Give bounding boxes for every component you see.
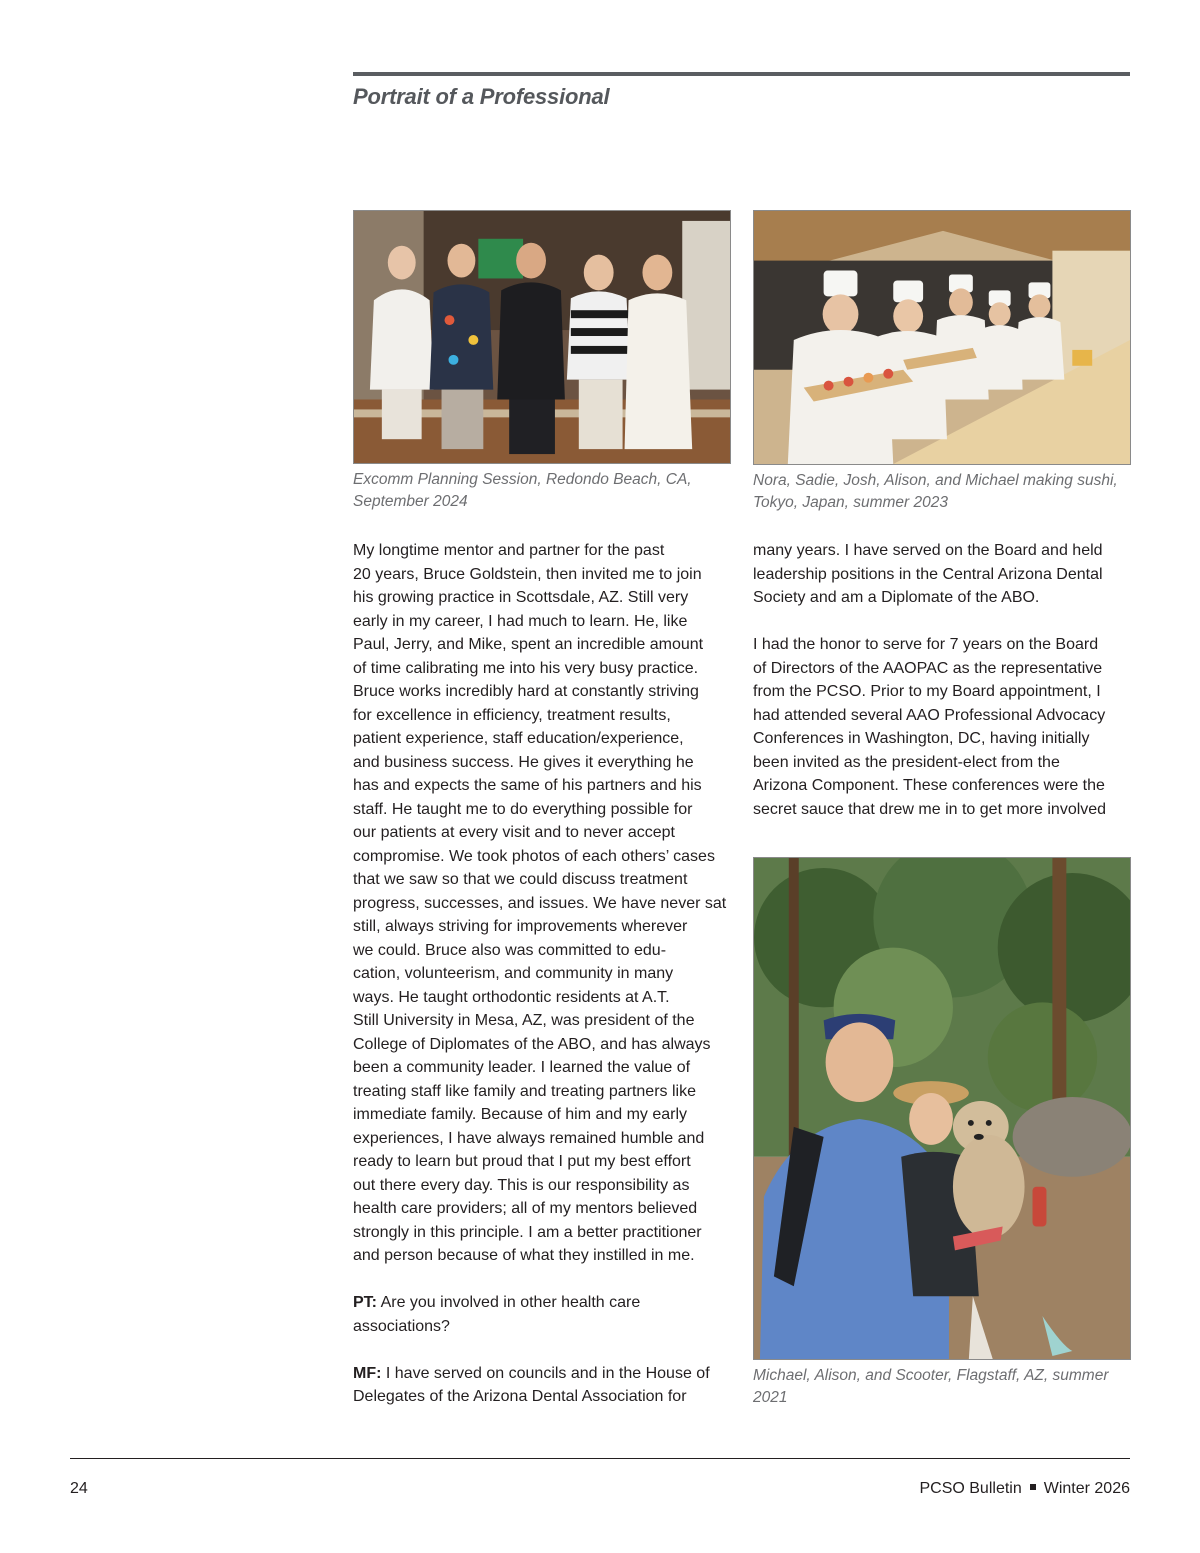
answer-text: I have served on councils and in the House of Delegates of the Arizona Dental Association for (353, 1364, 710, 1405)
interview-question (353, 1291, 733, 1338)
body-paragraph: My longtime mentor and partner for the past 20 years, Bruce Goldstein, then invited me to join his growing practice in Scottsdale, AZ. Still very early in my career, I had much to learn. He, like Paul, Jerry, and Mike, spent an incredible amount of time calibrating me into his very busy practice. Bruce works incredibly hard at constantly striving for excellence in efficiency, treatment results, patient experience, staff education/experience, and business success. He gives it everything he has and expects the same of his partners and his staff. He taught me to do everything possible for our patients at every visit and to never accept compromise. We took photos of each others’ cases that we saw so that we could discuss treatment progress, successes, and issues. We have never sat still, always striving for improvements wherever we could. Bruce also was committed to edu- cation, volunteerism, and community in many ways. He taught orthodontic residents at A.T. Still University in Mesa, AZ, was president of the College of Diplomates of the ABO, and has always been a community leader. I learned the value of treating staff like family and treating partners like immediate family. Because of him and my early experiences, I have always remained humble and ready to learn but proud that I put my best effort out there every day. This is our responsibility as health care providers; all of my mentors believed strongly in this principle. I am a better practitioner and person because of what they instilled in me. (353, 542, 727, 1264)
photo-caption: Excomm Planning Session, Redondo Beach, CA, September 2024 (353, 471, 692, 510)
publication-footer (919, 1480, 1130, 1498)
publication-name: PCSO Bulletin (919, 1480, 1022, 1497)
footer-rule (70, 1458, 1130, 1459)
sushi-class-photo-image (753, 210, 1131, 465)
body-paragraph: many years. I have served on the Board and held leadership positions in the Central Arizona Dental Society and am a Diplomate of the ABO. (753, 542, 1103, 606)
speaker-label: PT: (353, 1294, 377, 1311)
square-bullet-icon (1030, 1484, 1036, 1490)
question-text: Are you involved in other health care associations? (353, 1294, 641, 1335)
group-photo-image (353, 210, 731, 464)
hiking-selfie-photo-image (753, 857, 1131, 1360)
speaker-label: MF: (353, 1364, 382, 1382)
page-number: 24 (70, 1480, 88, 1497)
section-rule (353, 72, 1130, 76)
photo-caption: Nora, Sadie, Josh, Alison, and Michael making sushi, Tokyo, Japan, summer 2023 (753, 472, 1118, 511)
body-paragraph: I had the honor to serve for 7 years on the Board of Directors of the AAOPAC as the representative from the PCSO. Prior to my Board appointment, I had attended several AAO Professional Advocacy Conferences in Washington, DC, having initially been invited as the president-elect from the Arizona Component. These conferences were the secret sauce that drew me in to get more involved (753, 636, 1107, 818)
section-title: Portrait of a Professional (353, 84, 610, 109)
issue-date: Winter 2026 (1043, 1480, 1130, 1497)
article-right-column (753, 539, 1133, 821)
interview-answer (353, 1362, 733, 1409)
article-left-column (353, 539, 733, 1409)
photo-caption: Michael, Alison, and Scooter, Flagstaff, AZ, summer 2021 (753, 1367, 1109, 1406)
